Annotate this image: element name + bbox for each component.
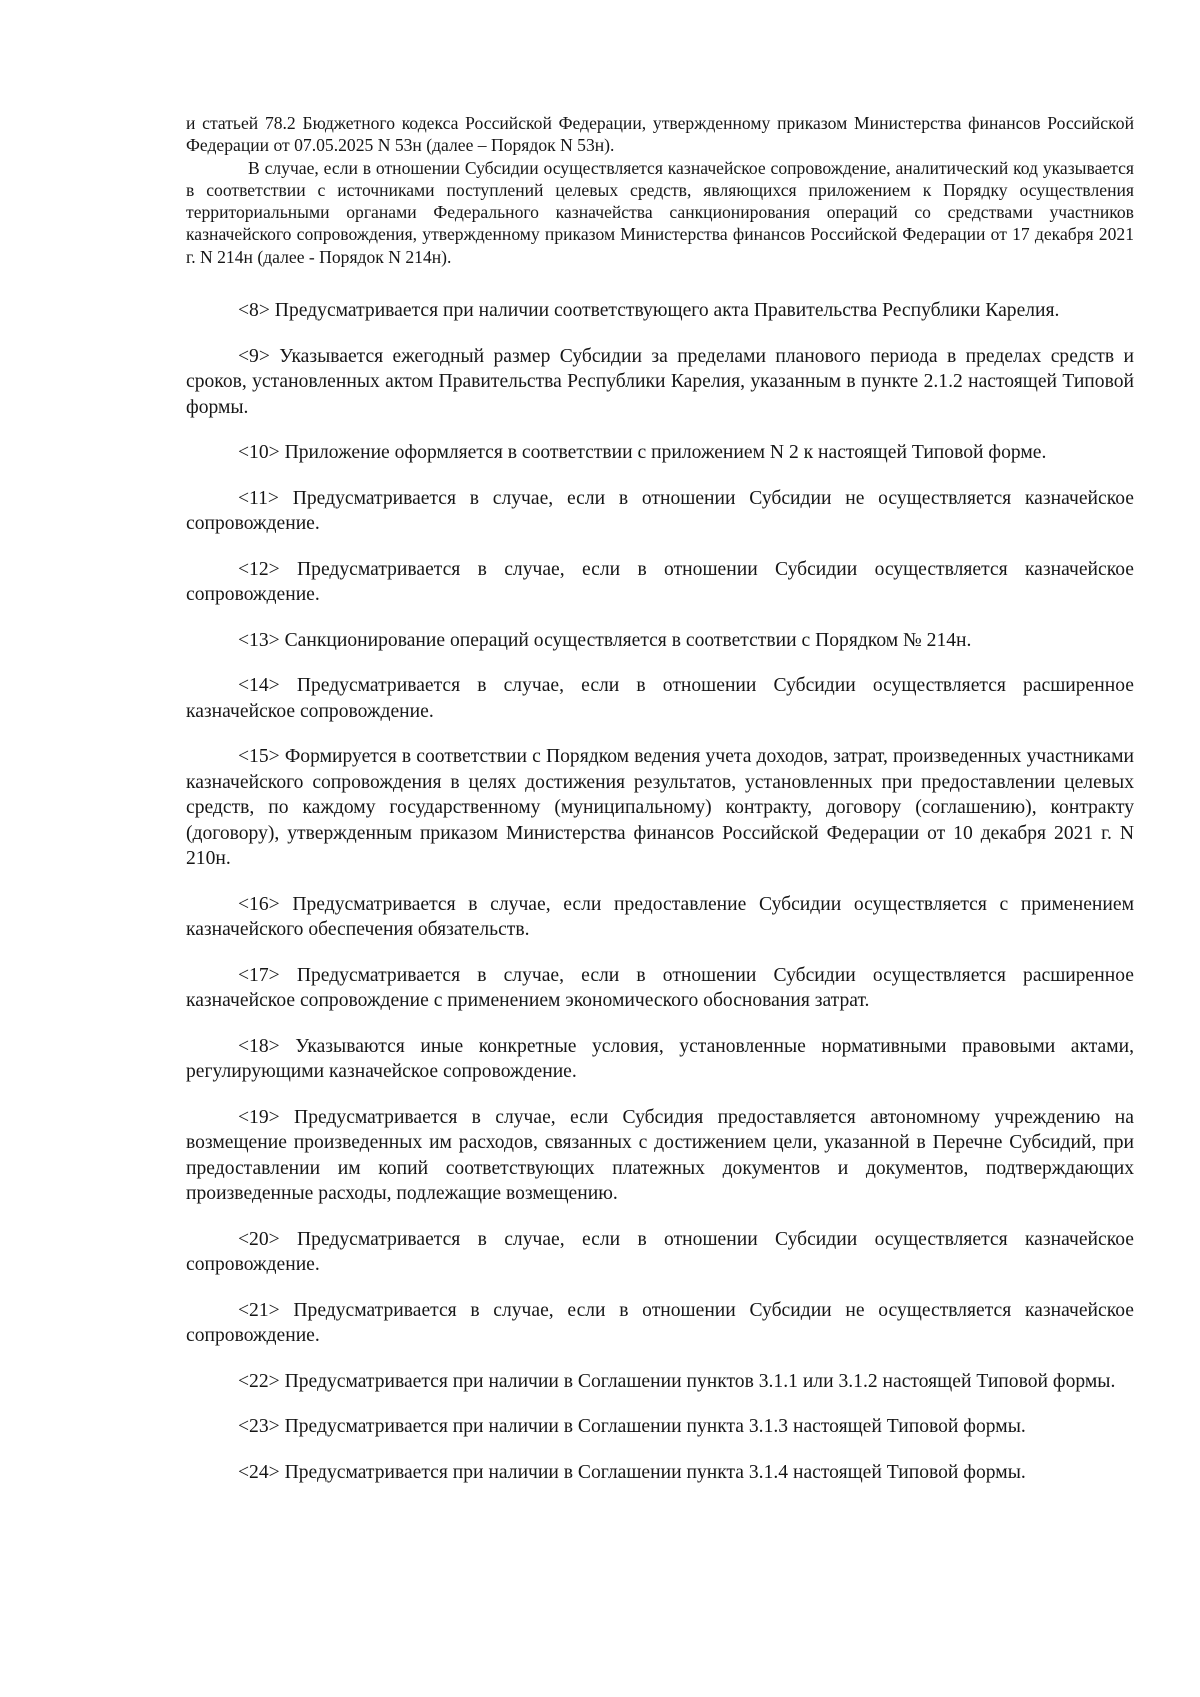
footnote-21: <21> Предусматривается в случае, если в отношении Субсидии не осуществляется казначейское сопровождение.: [186, 1299, 1134, 1346]
footnote-14: <14> Предусматривается в случае, если в отношении Субсидии осуществляется расширенное казначейское сопровождение.: [186, 675, 1134, 722]
intro-paragraph-treasury-code: В случае, если в отношении Субсидии осуществляется казначейское сопровождение, аналитический код указывается в соответствии с источниками поступлений целевых средств, являющихся приложением к Порядку осуществления территориальными органами Федерального казначейства санкционирования операций со средствами участников казначейского сопровождения, утвержденному приказом Министерства финансов Российской Федерации от 17 декабря 2021 г. N 214н (далее - Порядок N 214н).: [186, 157, 1134, 267]
footnote-20: <20> Предусматривается в случае, если в отношении Субсидии осуществляется казначейское сопровождение.: [186, 1228, 1134, 1275]
footnote-19: <19> Предусматривается в случае, если Субсидия предоставляется автономному учреждению на возмещение произведенных им расходов, связанных с достижением цели, указанной в Перечне Субсидий, при предоставлении им копий соответствующих платежных документов и документов, подтверждающих произведенные расходы, подлежащие возмещению.: [186, 1106, 1134, 1204]
footnote-24: <24> Предусматривается при наличии в Соглашении пункта 3.1.4 настоящей Типовой формы.: [238, 1461, 1026, 1483]
footnote-16: <16> Предусматривается в случае, если предоставление Субсидии осуществляется с применением казначейского обеспечения обязательств.: [186, 893, 1134, 940]
footnote-9: <9> Указывается ежегодный размер Субсидии за пределами планового периода в пределах средств и сроков, установленных актом Правительства Республики Карелия, указанным в пункте 2.1.2 настоящей Типовой формы.: [186, 345, 1134, 418]
footnote-23: <23> Предусматривается при наличии в Соглашении пункта 3.1.3 настоящей Типовой формы.: [238, 1416, 1026, 1437]
intro-paragraph-continuation: и статьей 78.2 Бюджетного кодекса Российской Федерации, утвержденному приказом Министерства финансов Российской Федерации от 07.05.2025 N 53н (далее – Порядок N 53н).: [186, 113, 1134, 156]
footnote-17: <17> Предусматривается в случае, если в отношении Субсидии осуществляется расширенное казначейское сопровождение с применением экономического обоснования затрат.: [186, 964, 1134, 1011]
footnote-12: <12> Предусматривается в случае, если в отношении Субсидии осуществляется казначейское сопровождение.: [186, 558, 1134, 605]
footnote-18: <18> Указываются иные конкретные условия, установленные нормативными правовыми актами, регулирующими казначейское сопровождение.: [186, 1035, 1134, 1082]
footnote-22: <22> Предусматривается при наличии в Соглашении пунктов 3.1.1 или 3.1.2 настоящей Типовой формы.: [238, 1370, 1116, 1392]
footnote-8: <8> Предусматривается при наличии соответствующего акта Правительства Республики Карелия.: [238, 300, 1060, 321]
footnotes-section: [186, 298, 1134, 1505]
intro-section: [186, 112, 1134, 268]
footnote-11: <11> Предусматривается в случае, если в отношении Субсидии не осуществляется казначейское сопровождение.: [186, 487, 1134, 534]
footnote-15: <15> Формируется в соответствии с Порядком ведения учета доходов, затрат, произведенных участниками казначейского сопровождения в целях достижения результатов, установленных при предоставлении целевых средств, по каждому государственному (муниципальному) контракту, договору (соглашению), контракту (договору), утвержденным приказом Министерства финансов Российской Федерации от 10 декабря 2021 г. N 210н.: [186, 746, 1134, 869]
footnote-10: <10> Приложение оформляется в соответствии с приложением N 2 к настоящей Типовой форме.: [238, 442, 1047, 463]
footnote-13: <13> Санкционирование операций осуществляется в соответствии с Порядком № 214н.: [238, 629, 972, 651]
